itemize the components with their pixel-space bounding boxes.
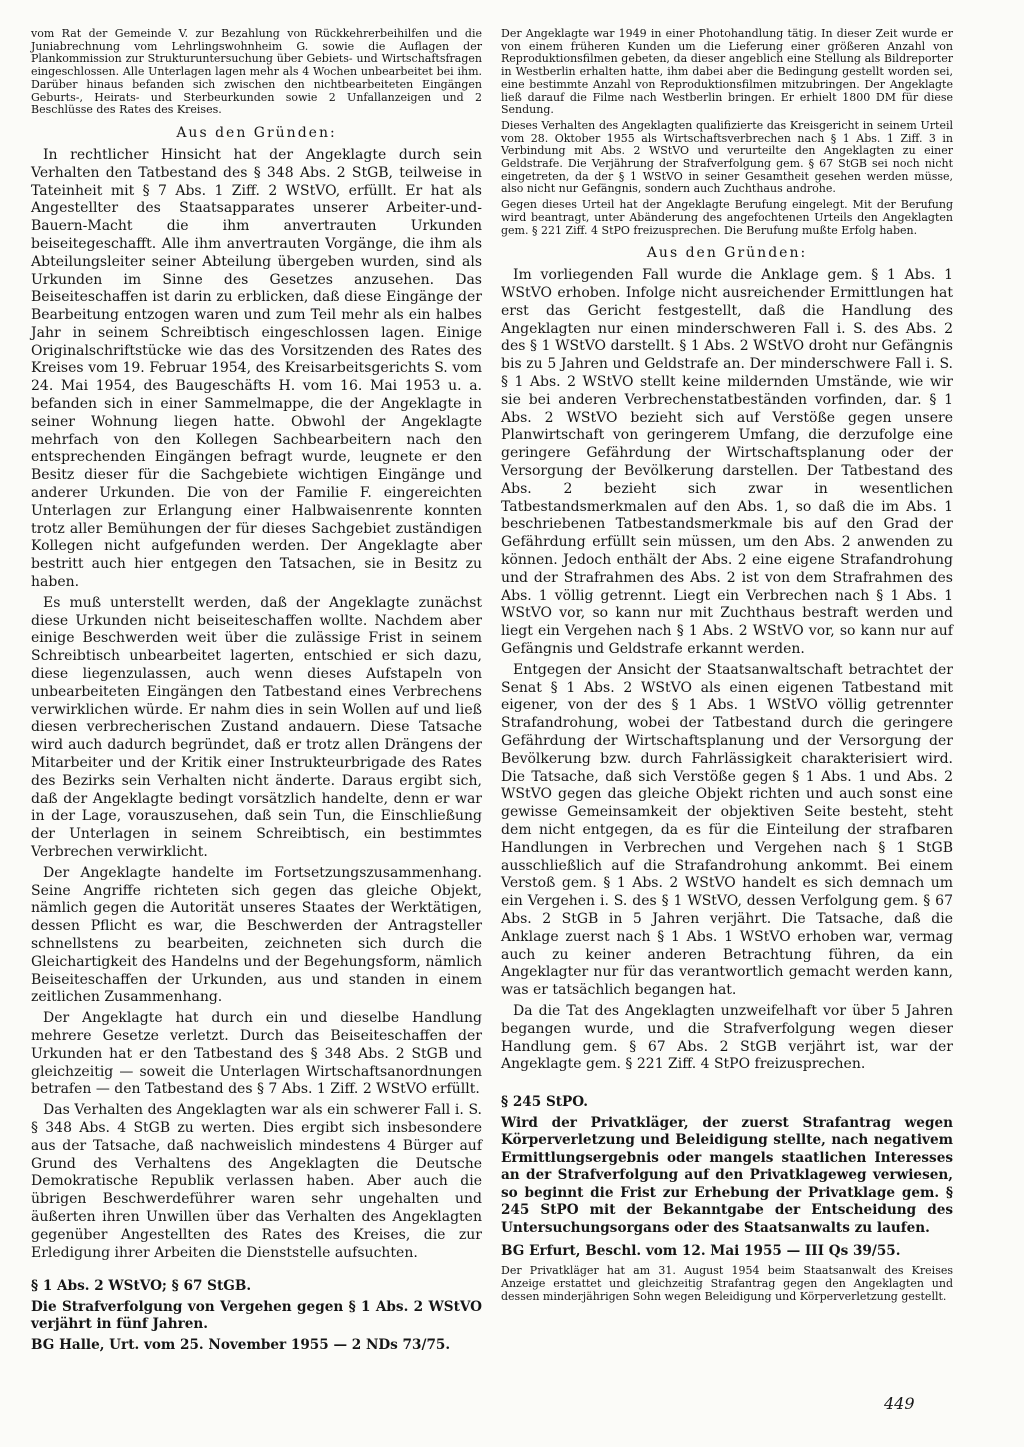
left-column bbox=[31, 28, 482, 1353]
intro-paragraph: vom Rat der Gemeinde V. zur Bezahlung von Rückkehrerbeihilfen und die Juniabrechnung vom Lehrlingswohnheim G. sowie die Auflagen der Plankommission zur Strukturuntersuchung über Gebiets- und Wirtschaftsfragen eingeschlossen. Alle Unterlagen lagen mehr als 4 Wochen unbearbeitet bei ihm. Darüber hinaus befanden sich zwischen den nichtbearbeiteten Eingängen Geburts-, Heirats- und Sterbeurkunden sowie 2 Unfallanzeigen und 2 Beschlüsse des Rates des Kreises. bbox=[31, 27, 482, 117]
body-paragraph: Da die Tat des Angeklagten unzweifelhaft vor über 5 Jahren begangen wurde, und die Strafverfolgung wegen dieser Handlung gem. § 67 Abs. 2 StGB verjährt ist, war der Angeklagte gem. § 221 Ziff. 4 StPO freizusprechen. bbox=[501, 1002, 953, 1073]
court-citation: BG Halle, Urt. vom 25. November 1955 — 2 NDs 73/75. bbox=[31, 1336, 451, 1353]
body-paragraph: Der Angeklagte handelte im Fortsetzungszusammenhang. Seine Angriffe richteten sich gegen das gleiche Objekt, nämlich gegen die Autorität unseres Staates der Werktätigen, dessen Pflicht es war, die Beschwerden der Antragsteller schnellstens zu bearbeiten, zeichneten sich durch die Gleichartigkeit des Handelns und der Begehungsform, nämlich Beiseiteschaffen der Urkunden, aus und standen in einem zeitlichen Zusammenhang. bbox=[31, 864, 482, 1006]
section-heading: Aus den Gründen: bbox=[646, 245, 808, 262]
law-reference: § 245 StPO. bbox=[501, 1094, 589, 1111]
facts-paragraph: Der Angeklagte war 1949 in einer Photohandlung tätig. In dieser Zeit wurde er von einem früheren Kunden um die Lieferung einer größeren Anzahl von Reproduktionsfilmen gebeten, da dieser angeblich eine Stellung als Bildreporter in Westberlin erhalten hatte, ihm dabei aber die Bedingung gestellt worden sei, eine bestimmte Anzahl von Reproduktionsfilmen mitzubringen. Der Angeklagte ließ darauf die Filme nach Westberlin bringen. Er erhielt 1800 DM für diese Sendung. bbox=[501, 27, 953, 117]
page-number: 449 bbox=[884, 1394, 915, 1413]
body-paragraph: Entgegen der Ansicht der Staatsanwaltschaft betrachtet der Senat § 1 Abs. 2 WStVO als einen eigenen Tatbestand mit eigener, von der des § 1 Abs. 1 WStVO völlig getrennter Strafandrohung, wobei der Tatbestand durch die geringere Gefährdung der Wirtschaftsplanung und der Versorgung der Bevölkerung bzw. durch Fahrlässigkeit charakterisiert wird. Die Tatsache, daß sich Verstöße gegen § 1 Abs. 1 und Abs. 2 WStVO gegen das gleiche Objekt richten und auch sonst eine gewisse Gemeinsamkeit der objektiven Seite besteht, steht dem nicht entgegen, da es für die Einteilung der strafbaren Handlungen in Verbrechen und Vergehen nach § 1 StGB ausschließlich auf die Strafandrohung ankommt. Bei einem Verstoß gem. § 1 Abs. 2 WStVO handelt es sich demnach um ein Vergehen i. S. des § 1 WStVO, dessen Verfolgung gem. § 67 Abs. 2 StGB in 5 Jahren verjährt. Die Tatsache, daß die Anklage zuerst nach § 1 Abs. 1 WStVO erhoben war, vermag auch zu keiner anderen Betrachtung führen, da ein Angeklagter nur für das verantwortlich gemacht werden kann, was er tatsächlich begangen hat. bbox=[501, 661, 953, 999]
headnote: Die Strafverfolgung von Vergehen gegen § 1 Abs. 2 WStVO verjährt in fünf Jahren. bbox=[31, 1298, 482, 1333]
right-column bbox=[501, 28, 953, 1303]
law-reference: § 1 Abs. 2 WStVO; § 67 StGB. bbox=[31, 1278, 252, 1295]
body-paragraph: Im vorliegenden Fall wurde die Anklage gem. § 1 Abs. 1 WStVO erhoben. Infolge nicht ausreichender Ermittlungen hat erst das Gericht festgestellt, daß die Handlung des Angeklagten nur einen minderschweren Fall i. S. des Abs. 2 des § 1 WStVO darstellt. § 1 Abs. 2 WStVO droht nur Gefängnis bis zu 5 Jahren und Geldstrafe an. Der minderschwere Fall i. S. § 1 Abs. 2 WStVO stellt keine mildernden Umstände, wie wir sie bei anderen Verbrechenstatbeständen vorfinden, dar. § 1 Abs. 2 WStVO bezieht sich auf Verstöße gegen unsere Planwirtschaft von geringerem Umfang, die derzufolge eine geringere Gefährdung der Wirtschaftsplanung oder der Versorgung der Bevölkerung darstellen. Der Tatbestand des Abs. 2 bezieht sich zwar in wesentlichen Tatbestandsmerkmalen auf den Abs. 1, so daß die im Abs. 1 beschriebenen Tatbestandsmerkmale bis auf den Grad der Gefährdung erfüllt sein müssen, um den Abs. 2 anwenden zu können. Jedoch enthält der Abs. 2 eine eigene Strafandrohung und der Strafrahmen des Abs. 2 ist von dem Strafrahmen des Abs. 1 völlig getrennt. Liegt ein Verbrechen nach § 1 Abs. 1 WStVO vor, so kann nur mit Zuchthaus bestraft werden und liegt ein Vergehen nach § 1 Abs. 2 WStVO vor, so kann nur auf Gefängnis und Geldstrafe erkannt werden. bbox=[501, 267, 953, 657]
facts-paragraph: Der Privatkläger hat am 31. August 1954 beim Staatsanwalt des Kreises Anzeige erstattet und gleichzeitig Strafantrag gegen den Angeklagten und dessen minderjährigen Sohn wegen Beleidigung und Körperverletzung gestellt. bbox=[501, 1264, 953, 1303]
court-citation: BG Erfurt, Beschl. vom 12. Mai 1955 — III Qs 39/55. bbox=[501, 1243, 901, 1260]
body-paragraph: Es muß unterstellt werden, daß der Angeklagte zunächst diese Urkunden nicht beiseiteschaffen wollte. Nachdem aber einige Beschwerden weit über die zulässige Frist in seinem Schreibtisch unbearbeitet lagerten, entschied er sich dazu, diese liegenzulassen, auch wenn dieses Aufstapeln von unbearbeiteten Eingängen den Tatbestand eines Verbrechens verwirklichen würde. Er nahm dies in sein Wollen auf und ließ diesen verbrecherischen Zustand andauern. Diese Tatsache wird auch dadurch begründet, daß er trotz allen Drängens der Mitarbeiter und der Kritik einer Instrukteurbrigade des Rates des Bezirks sein Verhalten nicht änderte. Daraus ergibt sich, daß der Angeklagte bedingt vorsätzlich handelte, denn er war in der Lage, vorauszusehen, daß sein Tun, die Einschließung der Unterlagen in seinem Schreibtisch, ein bestimmtes Verbrechen verwirklicht. bbox=[31, 594, 482, 860]
facts-paragraph: Gegen dieses Urteil hat der Angeklagte Berufung eingelegt. Mit der Berufung wird beantragt, unter Abänderung des angefochtenen Urteils den Angeklagten gem. § 221 Ziff. 4 StPO freizusprechen. Die Berufung mußte Erfolg haben. bbox=[501, 198, 953, 237]
facts-paragraph: Dieses Verhalten des Angeklagten qualifizierte das Kreisgericht in seinem Urteil vom 28. Oktober 1955 als Wirtschaftsverbrechen nach § 1 Abs. 1 Ziff. 3 in Verbindung mit Abs. 2 WStVO und verurteilte den Angeklagten zu einer Geldstrafe. Die Verjährung der Strafverfolgung gem. § 67 StGB sei noch nicht eingetreten, da der § 1 WStVO in seiner Gesamtheit gesehen werden müsse, also nicht nur Gefängnis, sondern auch Zuchthaus androhe. bbox=[501, 118, 953, 196]
body-paragraph: In rechtlicher Hinsicht hat der Angeklagte durch sein Verhalten den Tatbestand des § 348 Abs. 2 StGB, teilweise in Tateinheit mit § 7 Abs. 1 Ziff. 2 WStVO, erfüllt. Er hat als Angestellter des Staatsapparates unserer Arbeiter-und-Bauern-Macht die ihm anvertrauten Urkunden beiseitegeschafft. Alle ihm anvertrauten Vorgänge, die ihm als Abteilungsleiter seiner Abteilung übergeben wurden, sind als Urkunden im Sinne des Gesetzes anzusehen. Das Beiseiteschaffen ist darin zu erblicken, daß diese Eingänge der Bearbeitung entzogen waren und zum Teil mehr als ein halbes Jahr in seinem Schreibtisch eingeschlossen lagen. Einige Originalschriftstücke wie das des Vorsitzenden des Rates des Kreises vom 19. Februar 1954, des Kreisarbeitsgerichts S. vom 24. Mai 1954, des Baugeschäfts H. vom 16. Mai 1953 u. a. befanden sich in einer Sammelmappe, die der Angeklagte in seiner Wohnung liegen hatte. Obwohl der Angeklagte mehrfach von den Kollegen Sachbearbeitern nach den entsprechenden Eingängen befragt wurde, leugnete er den Besitz dieser für die Sachgebiete wichtigen Eingänge und anderer Urkunden. Die von der Familie F. eingereichten Unterlagen zur Erlangung einer Halbwaisenrente konnten trotz aller Bemühungen der für dieses Sachgebiet zuständigen Kollegen nicht aufgefunden werden. Der Angeklagte aber bestritt auch hier entgegen den Tatsachen, sie in Besitz zu haben. bbox=[31, 146, 482, 591]
body-paragraph: Das Verhalten des Angeklagten war als ein schwerer Fall i. S. § 348 Abs. 4 StGB zu werten. Dies ergibt sich insbesondere aus der Tatsache, daß nachweislich mindestens 4 Bürger auf Grund des Verhaltens des Angeklagten die Deutsche Demokratische Republik verlassen haben. Aber auch die übrigen Beschwerdeführer waren sehr ungehalten und äußerten ihren Unwillen über das Verhalten des Angeklagten gegenüber Angestellten des Rates des Kreises, die zur Erledigung ihrer Arbeiten die Dienststelle aufsuchten. bbox=[31, 1102, 482, 1261]
headnote: Wird der Privatkläger, der zuerst Strafantrag wegen Körperverletzung und Beleidigung stellte, nach negativem Ermittlungsergebnis oder mangels staatlichen Interesses an der Strafverfolgung auf den Privatklageweg verwiesen, so beginnt die Frist zur Erhebung der Privatklage gem. § 245 StPO mit der Bekanntgabe der Entscheidung des Untersuchungsorgans oder des Staatsanwalts zu laufen. bbox=[501, 1114, 953, 1236]
section-heading: Aus den Gründen: bbox=[176, 124, 337, 141]
body-paragraph: Der Angeklagte hat durch ein und dieselbe Handlung mehrere Gesetze verletzt. Durch das Beiseiteschaffen der Urkunden hat er den Tatbestand des § 348 Abs. 2 StGB und gleichzeitig — soweit die Unterlagen Wirtschaftsanordnungen betrafen — den Tatbestand des § 7 Abs. 1 Ziff. 2 WStVO erfüllt. bbox=[31, 1010, 482, 1098]
